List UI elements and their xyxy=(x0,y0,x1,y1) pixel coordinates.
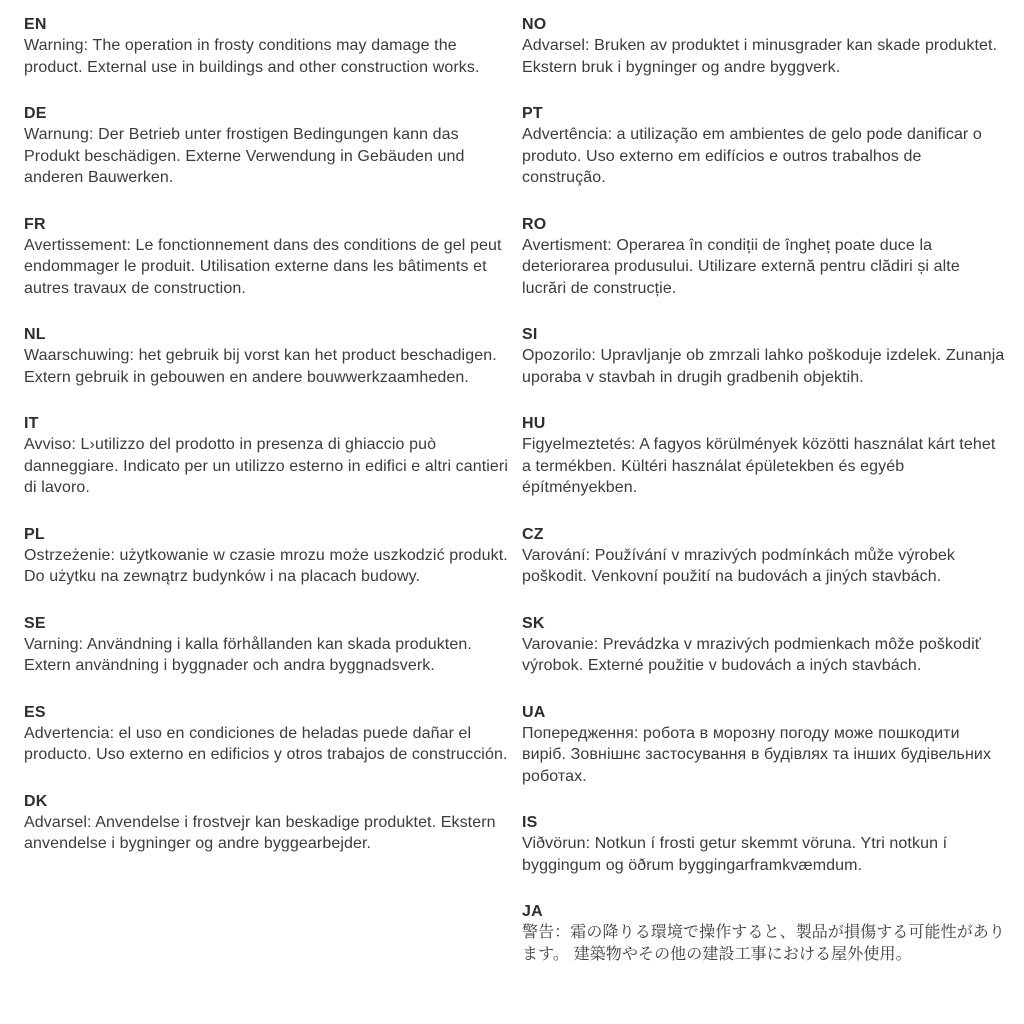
warning-text-si: Opozorilo: Upravljanje ob zmrzali lahko poškoduje izdelek. Zunanja uporaba v stavbah in drugih gradbenih objektih. xyxy=(522,347,1005,386)
warning-block-it xyxy=(24,413,510,499)
language-code-en: EN xyxy=(24,16,47,33)
warning-block-pl xyxy=(24,524,510,588)
warning-block-ro xyxy=(522,214,1008,300)
warning-text-dk: Advarsel: Anvendelse i frostvejr kan beskadige produktet. Ekstern anvendelse i bygninger og andre byggearbejder. xyxy=(24,813,496,852)
language-code-it: IT xyxy=(24,415,39,432)
language-code-es: ES xyxy=(24,703,46,721)
language-code-cz: CZ xyxy=(522,525,544,543)
warning-block-dk xyxy=(24,791,510,855)
warning-block-hu xyxy=(522,413,1008,499)
language-code-pl: PL xyxy=(24,525,45,543)
warning-text-cz: Varování: Používání v mrazivých podmínkách může výrobek poškodit. Venkovní použití na budovách a jiných stavbách. xyxy=(522,546,955,585)
warning-text-de: Warnung: Der Betrieb unter frostigen Bedingungen kann das Produkt beschädigen. Externe Verwendung in Gebäuden und anderen Bauwerken. xyxy=(24,126,465,186)
left-column xyxy=(24,14,510,990)
language-code-ro: RO xyxy=(522,215,547,233)
warning-block-si xyxy=(522,324,1008,388)
language-code-ua: UA xyxy=(522,703,546,721)
warning-text-en: Warning: The operation in frosty conditions may damage the product. External use in buildings and other construction works. xyxy=(24,37,480,76)
language-code-fr: FR xyxy=(24,215,46,233)
warning-block-es xyxy=(24,702,510,766)
warning-text-hu: Figyelmeztetés: A fagyos körülmények közötti használat kárt tehet a termékben. Kültéri használat épületekben és egyéb építményekben. xyxy=(522,436,996,496)
warning-block-se xyxy=(24,613,510,677)
warning-text-ro: Avertisment: Operarea în condiții de îngheț poate duce la deteriorarea produsului. Utilizare externă pentru clădiri și alte lucrări de construcție. xyxy=(522,236,960,297)
right-column xyxy=(522,14,1008,990)
warning-block-is xyxy=(522,812,1008,876)
warning-text-se: Varning: Användning i kalla förhållanden kan skada produkten. Extern användning i byggnader och andra byggnadsverk. xyxy=(24,635,472,674)
warning-block-sk xyxy=(522,613,1008,677)
warning-block-ua xyxy=(522,702,1008,788)
warning-block-no xyxy=(522,14,1008,78)
warning-block-ja xyxy=(522,901,1008,965)
warning-block-cz xyxy=(522,524,1008,588)
language-code-pt: PT xyxy=(522,105,543,122)
warning-text-is: Viðvörun: Notkun í frosti getur skemmt vöruna. Ytri notkun í byggingum og öðrum byggingarframkvæmdum. xyxy=(522,835,948,874)
warning-block-nl xyxy=(24,324,510,388)
warning-block-de xyxy=(24,103,510,189)
language-code-de: DE xyxy=(24,105,47,122)
warning-text-ua: Попередження: робота в морозну погоду може пошкодити виріб. Зовнішнє застосування в будівлях та інших будівельних роботах. xyxy=(522,724,992,785)
warning-text-ja: 警告：霜の降りる環境で操作すると、製品が損傷する可能性があります。 建築物やその他の建設工事における屋外使用。 xyxy=(522,924,1006,963)
warning-text-sk: Varovanie: Prevádzka v mrazivých podmienkach môže poškodiť výrobok. Externé použitie v budovách a iných stavbách. xyxy=(522,635,981,674)
warning-text-pl: Ostrzeżenie: użytkowanie w czasie mrozu może uszkodzić produkt. Do użytku na zewnątrz budynków i na placach budowy. xyxy=(24,546,508,585)
warning-block-en xyxy=(24,14,510,78)
language-code-si: SI xyxy=(522,326,538,343)
language-code-hu: HU xyxy=(522,415,546,432)
warning-block-fr xyxy=(24,214,510,300)
warning-text-pt: Advertência: a utilização em ambientes de gelo pode danificar o produto. Uso externo em edifícios e outros trabalhos de construção. xyxy=(522,126,982,186)
warning-text-es: Advertencia: el uso en condiciones de heladas puede dañar el producto. Uso externo en edificios y otros trabajos de construcción. xyxy=(24,724,508,763)
warning-block-pt xyxy=(522,103,1008,189)
warning-text-nl: Waarschuwing: het gebruik bij vorst kan het product beschadigen. Extern gebruik in gebouwen en andere bouwwerkzaamheden. xyxy=(24,347,497,386)
language-code-nl: NL xyxy=(24,326,46,343)
language-code-ja: JA xyxy=(522,903,543,920)
language-code-no: NO xyxy=(522,16,547,33)
language-code-sk: SK xyxy=(522,614,545,632)
warning-text-fr: Avertissement: Le fonctionnement dans des conditions de gel peut endommager le produit. Utilisation externe dans les bâtiments et autres travaux de construction. xyxy=(24,236,502,297)
language-code-is: IS xyxy=(522,814,538,831)
warning-text-no: Advarsel: Bruken av produktet i minusgrader kan skade produktet. Ekstern bruk i bygninger og andre byggverk. xyxy=(522,37,998,76)
language-code-dk: DK xyxy=(24,792,48,810)
language-code-se: SE xyxy=(24,614,46,632)
warning-text-it: Avviso: L›utilizzo del prodotto in presenza di ghiaccio può danneggiare. Indicato per un utilizzo esterno in edifici e altri cantieri di lavoro. xyxy=(24,436,509,496)
